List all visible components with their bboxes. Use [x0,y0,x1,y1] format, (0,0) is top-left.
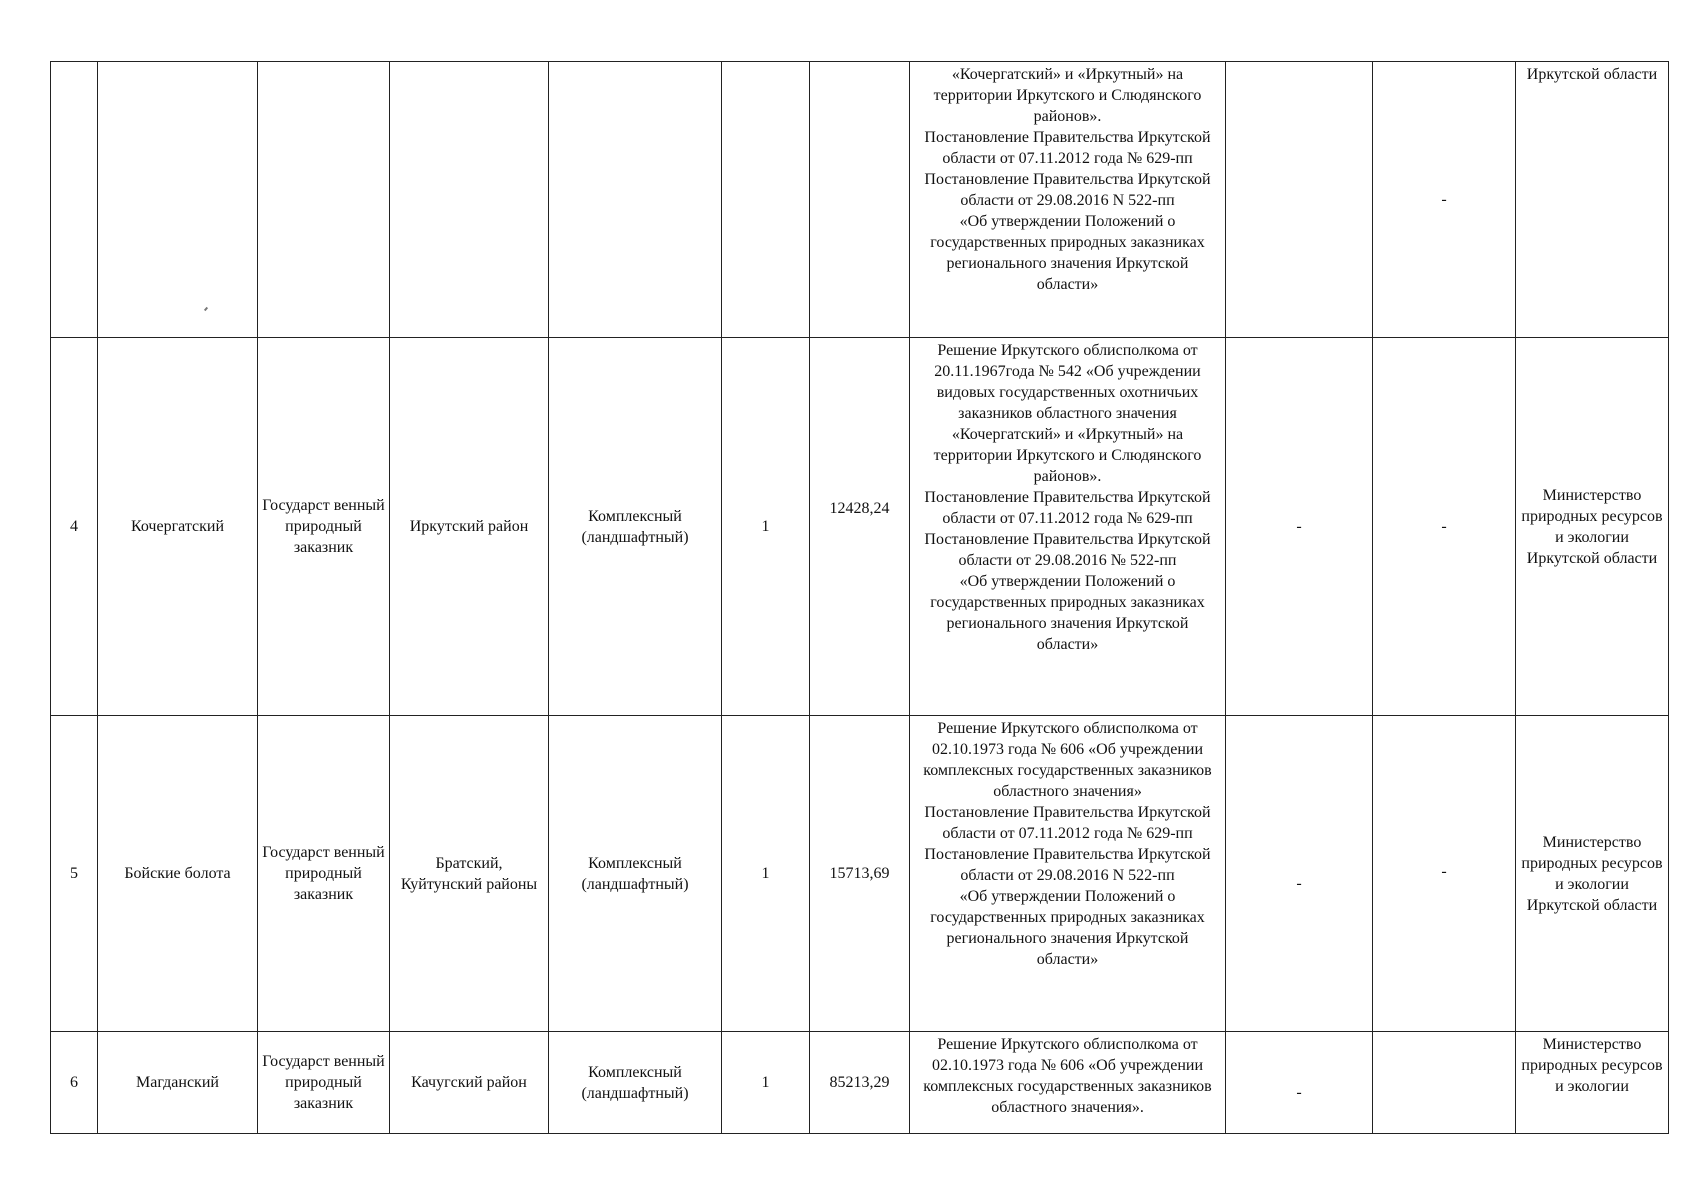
cell-profile [549,62,722,338]
cell-category: Государст венный природный заказник [258,716,390,1032]
cell-num: 5 [51,716,98,1032]
cell-ministry: Министерство природных ресурсов и экологии Иркутской области [1516,338,1669,716]
dash-mark: - [1441,863,1447,880]
cell-ministry: Иркутской области [1516,62,1669,338]
table-row [51,1032,1669,1134]
cell-count [722,62,810,338]
cell-ministry: Министерство природных ресурсов и экологии Иркутской области [1516,716,1669,1032]
cell-district: Братский, Куйтунский районы [390,716,549,1032]
cell-area: 85213,29 [810,1032,910,1134]
cell-legal-docs: Решение Иркутского облисполкома от 02.10.1973 года № 606 «Об учреждении комплексных государственных заказников областного значения» Постановление Правительства Иркутской области от 07.11.2012 года № 629-пп Постановление Правительства Иркутской области от 29.08.2016 N 522-пп «Об утверждении Положений о государственных природных заказниках регионального значения Иркутской области» [910,716,1226,1032]
dash-mark: - [1296,875,1302,892]
cell-col9: - [1226,338,1373,716]
cell-profile: Комплексный (ландшафтный) [549,716,722,1032]
cell-num: 4 [51,338,98,716]
cell-area: 15713,69 [810,716,910,1032]
dash-mark: - [1296,1084,1302,1101]
cell-col10: - [1373,338,1516,716]
cell-name [98,62,258,338]
cell-area [810,62,910,338]
table-row [51,716,1669,1032]
cell-col10 [1373,1032,1516,1134]
cell-legal-docs: Решение Иркутского облисполкома от 02.10.1973 года № 606 «Об учреждении комплексных государственных заказников областного значения». [910,1032,1226,1134]
cell-profile: Комплексный (ландшафтный) [549,1032,722,1134]
cell-ministry: Министерство природных ресурсов и экологии [1516,1032,1669,1134]
cell-district: Качугский район [390,1032,549,1134]
cell-category: Государст венный природный заказник [258,1032,390,1134]
cell-col9 [1226,1032,1373,1134]
cell-district: Иркутский район [390,338,549,716]
cell-area: 12428,24 [810,338,910,716]
cell-profile: Комплексный (ландшафтный) [549,338,722,716]
cell-col9 [1226,716,1373,1032]
protected-areas-table [50,61,1669,1134]
cell-num [51,62,98,338]
cell-name: Кочергатский [98,338,258,716]
table-row [51,338,1669,716]
cell-district [390,62,549,338]
table-row [51,62,1669,338]
cell-col10: - [1373,62,1516,338]
cell-name: Бойские болота [98,716,258,1032]
cell-count: 1 [722,716,810,1032]
cell-category: Государст венный природный заказник [258,338,390,716]
cell-col10 [1373,716,1516,1032]
cell-count: 1 [722,338,810,716]
cell-count: 1 [722,1032,810,1134]
cell-legal-docs: Решение Иркутского облисполкома от 20.11.1967года № 542 «Об учреждении видовых государственных охотничьих заказников областного значения «Кочергатский» и «Иркутный» на территории Иркутского и Слюдянского районов». Постановление Правительства Иркутской области от 07.11.2012 года № 629-пп Постановление Правительства Иркутской области от 29.08.2016 № 522-пп «Об утверждении Положений о государственных природных заказниках регионального значения Иркутской области» [910,338,1226,716]
cell-name: Магданский [98,1032,258,1134]
cell-col9 [1226,62,1373,338]
cell-category [258,62,390,338]
cell-num: 6 [51,1032,98,1134]
cell-legal-docs: «Кочергатский» и «Иркутный» на территории Иркутского и Слюдянского районов». Постановление Правительства Иркутской области от 07.11.2012 года № 629-пп Постановление Правительства Иркутской области от 29.08.2016 N 522-пп «Об утверждении Положений о государственных природных заказниках регионального значения Иркутской области» [910,62,1226,338]
